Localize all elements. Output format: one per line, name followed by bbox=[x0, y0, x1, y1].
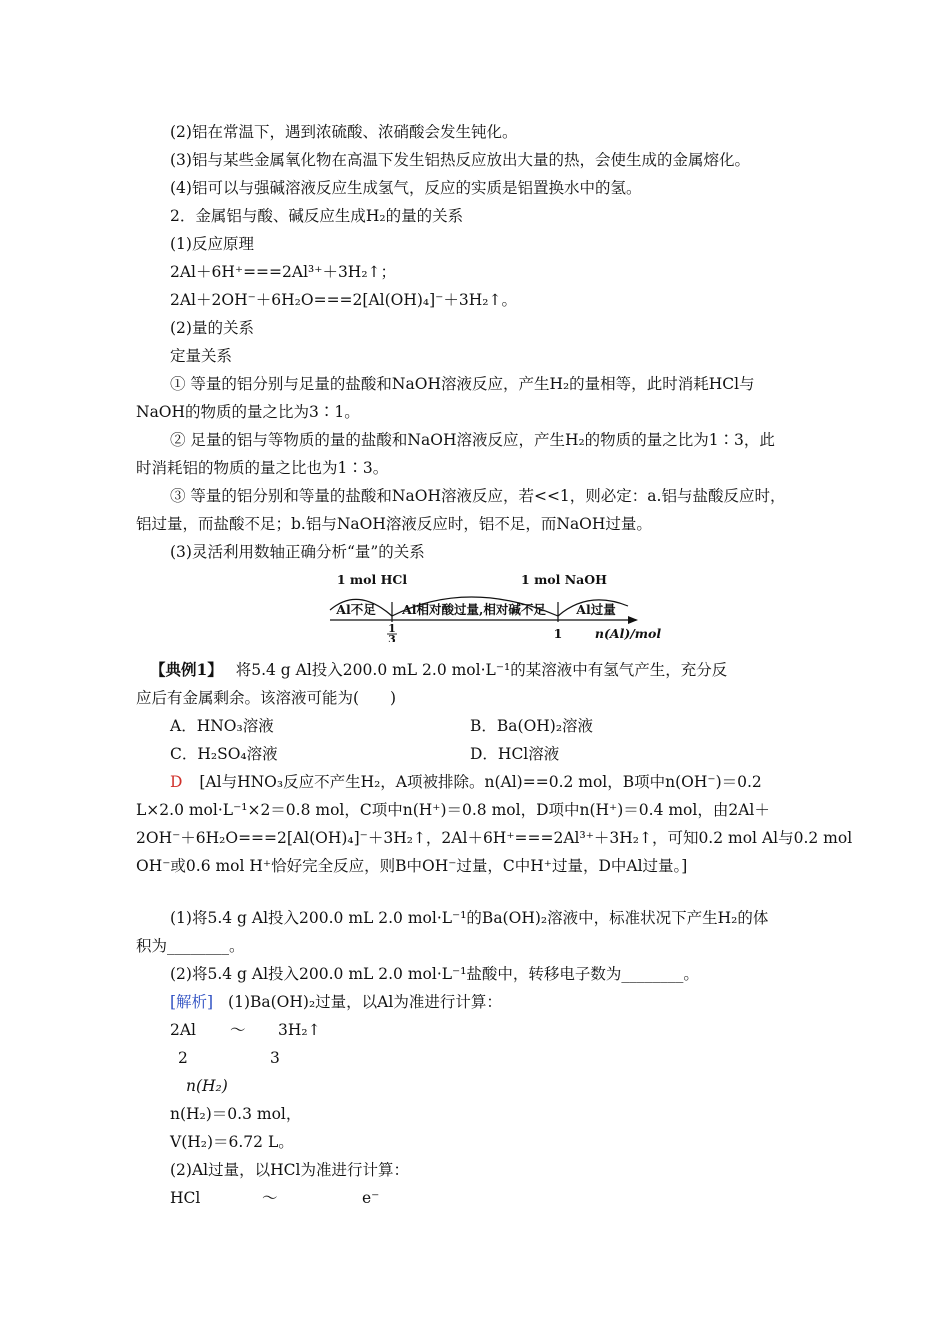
example-question-line: 【典例1】 将5.4 g Al投入200.0 mL 2.0 mol·L⁻¹的某溶液中有氢气产生，充分反 bbox=[150, 660, 728, 679]
analysis-line: [解析] (1)Ba(OH)₂过量，以Al为准进行计算： bbox=[170, 993, 502, 1011]
paragraph-line: (1)反应原理 bbox=[170, 235, 254, 253]
paragraph-line: 定量关系 bbox=[170, 347, 233, 365]
calc-term: e⁻ bbox=[362, 1189, 380, 1207]
analysis-line: (2)Al过量，以HCl为准进行计算： bbox=[170, 1161, 409, 1179]
example-tag: 【典例1】 bbox=[150, 660, 223, 679]
paragraph-line: (3)灵活利用数轴正确分析“量”的关系 bbox=[170, 543, 425, 561]
segment-label-2: Al相对酸过量,相对碱不足 bbox=[402, 602, 546, 617]
segment-label-1: Al不足 bbox=[336, 602, 376, 617]
calc-coefficient: 2 bbox=[178, 1049, 188, 1067]
example-question-line: 应后有金属剩余。该溶液可能为( ) bbox=[136, 689, 397, 707]
followup-line: (2)将5.4 g Al投入200.0 mL 2.0 mol·L⁻¹盐酸中，转移电子数为________。 bbox=[170, 965, 699, 983]
segment-label-3: Al过量 bbox=[576, 602, 616, 617]
section-heading: 2．金属铝与酸、碱反应生成H₂的量的关系 bbox=[170, 207, 464, 225]
paragraph-line: (2)铝在常温下，遇到浓硫酸、浓硝酸会发生钝化。 bbox=[170, 123, 518, 141]
calc-term: 3H₂↑ bbox=[278, 1021, 321, 1039]
analysis-tag: [解析] bbox=[170, 993, 214, 1011]
paragraph-line: (4)铝可以与强碱溶液反应生成氢气，反应的实质是铝置换水中的氢。 bbox=[170, 179, 642, 197]
equation-line: 2Al＋6H⁺===2Al³⁺＋3H₂↑； bbox=[170, 263, 397, 281]
tick-label-denominator: 3 bbox=[388, 633, 396, 642]
equation-line: 2Al＋2OH⁻＋6H₂O===2[Al(OH)₄]⁻＋3H₂↑。 bbox=[170, 291, 517, 309]
tick-label-one: 1 bbox=[553, 626, 563, 641]
label-hcl: 1 mol HCl bbox=[336, 572, 408, 587]
calc-result: V(H₂)＝6.72 L。 bbox=[170, 1133, 294, 1151]
explanation-line: L×2.0 mol·L⁻¹×2＝0.8 mol，C项中n(H⁺)＝0.8 mol，D项中n(H⁺)＝0.4 mol，由2Al＋ bbox=[136, 801, 770, 819]
calc-tilde: ～ bbox=[262, 1189, 278, 1207]
paragraph-line: ③ 等量的铝分别和等量的盐酸和NaOH溶液反应，若<<1，则必定：a.铝与盐酸反应时， bbox=[170, 487, 786, 505]
followup-line: 积为________。 bbox=[136, 937, 245, 955]
number-line-diagram bbox=[328, 572, 664, 642]
option-b: B．Ba(OH)₂溶液 bbox=[470, 717, 594, 735]
option-a: A．HNO₃溶液 bbox=[170, 717, 274, 735]
option-d: D．HCl溶液 bbox=[470, 745, 560, 763]
paragraph-line: ② 足量的铝与等物质的量的盐酸和NaOH溶液反应，产生H₂的物质的量之比为1∶3，此 bbox=[170, 431, 775, 449]
paragraph-line: (3)铝与某些金属氧化物在高温下发生铝热反应放出大量的热，会使生成的金属熔化。 bbox=[170, 151, 750, 169]
label-naoh: 1 mol NaOH bbox=[521, 572, 607, 587]
option-c: C．H₂SO₄溶液 bbox=[170, 745, 278, 763]
calc-term: HCl bbox=[170, 1189, 201, 1207]
axis-label: n(Al)/mol bbox=[594, 626, 662, 641]
paragraph-line: 铝过量，而盐酸不足；b.铝与NaOH溶液反应时，铝不足，而NaOH过量。 bbox=[136, 515, 652, 533]
calc-coefficient: 3 bbox=[270, 1049, 280, 1067]
followup-line: (1)将5.4 g Al投入200.0 mL 2.0 mol·L⁻¹的Ba(OH)₂溶液中，标准状况下产生H₂的体 bbox=[170, 909, 769, 927]
tick-label-numerator: 1 bbox=[388, 622, 396, 635]
explanation-line: OH⁻或0.6 mol H⁺恰好完全反应，则B中OH⁻过量，C中H⁺过量，D中Al过量。] bbox=[136, 857, 688, 875]
paragraph-line: 时消耗铝的物质的量之比也为1∶3。 bbox=[136, 459, 389, 477]
axis-arrow bbox=[628, 616, 638, 624]
explanation-line: 2OH⁻＋6H₂O===2[Al(OH)₄]⁻＋3H₂↑，2Al＋6H⁺===2Al³⁺＋3H₂↑，可知0.2 mol Al与0.2 mol bbox=[136, 829, 853, 847]
explanation-line: D [Al与HNO₃反应不产生H₂，A项被排除。n(Al)==0.2 mol，B项中n(OH⁻)＝0.2 bbox=[170, 773, 762, 791]
paragraph-line: NaOH的物质的量之比为3∶1。 bbox=[136, 403, 360, 421]
calc-term: 2Al bbox=[170, 1021, 197, 1039]
calc-result: n(H₂)＝0.3 mol， bbox=[170, 1105, 302, 1123]
calc-term: n(H₂) bbox=[186, 1077, 228, 1095]
calc-tilde: ～ bbox=[230, 1021, 246, 1039]
answer-label: D bbox=[170, 773, 183, 791]
paragraph-line: (2)量的关系 bbox=[170, 319, 254, 337]
paragraph-line: ① 等量的铝分别与足量的盐酸和NaOH溶液反应，产生H₂的量相等，此时消耗HCl与 bbox=[170, 375, 755, 393]
